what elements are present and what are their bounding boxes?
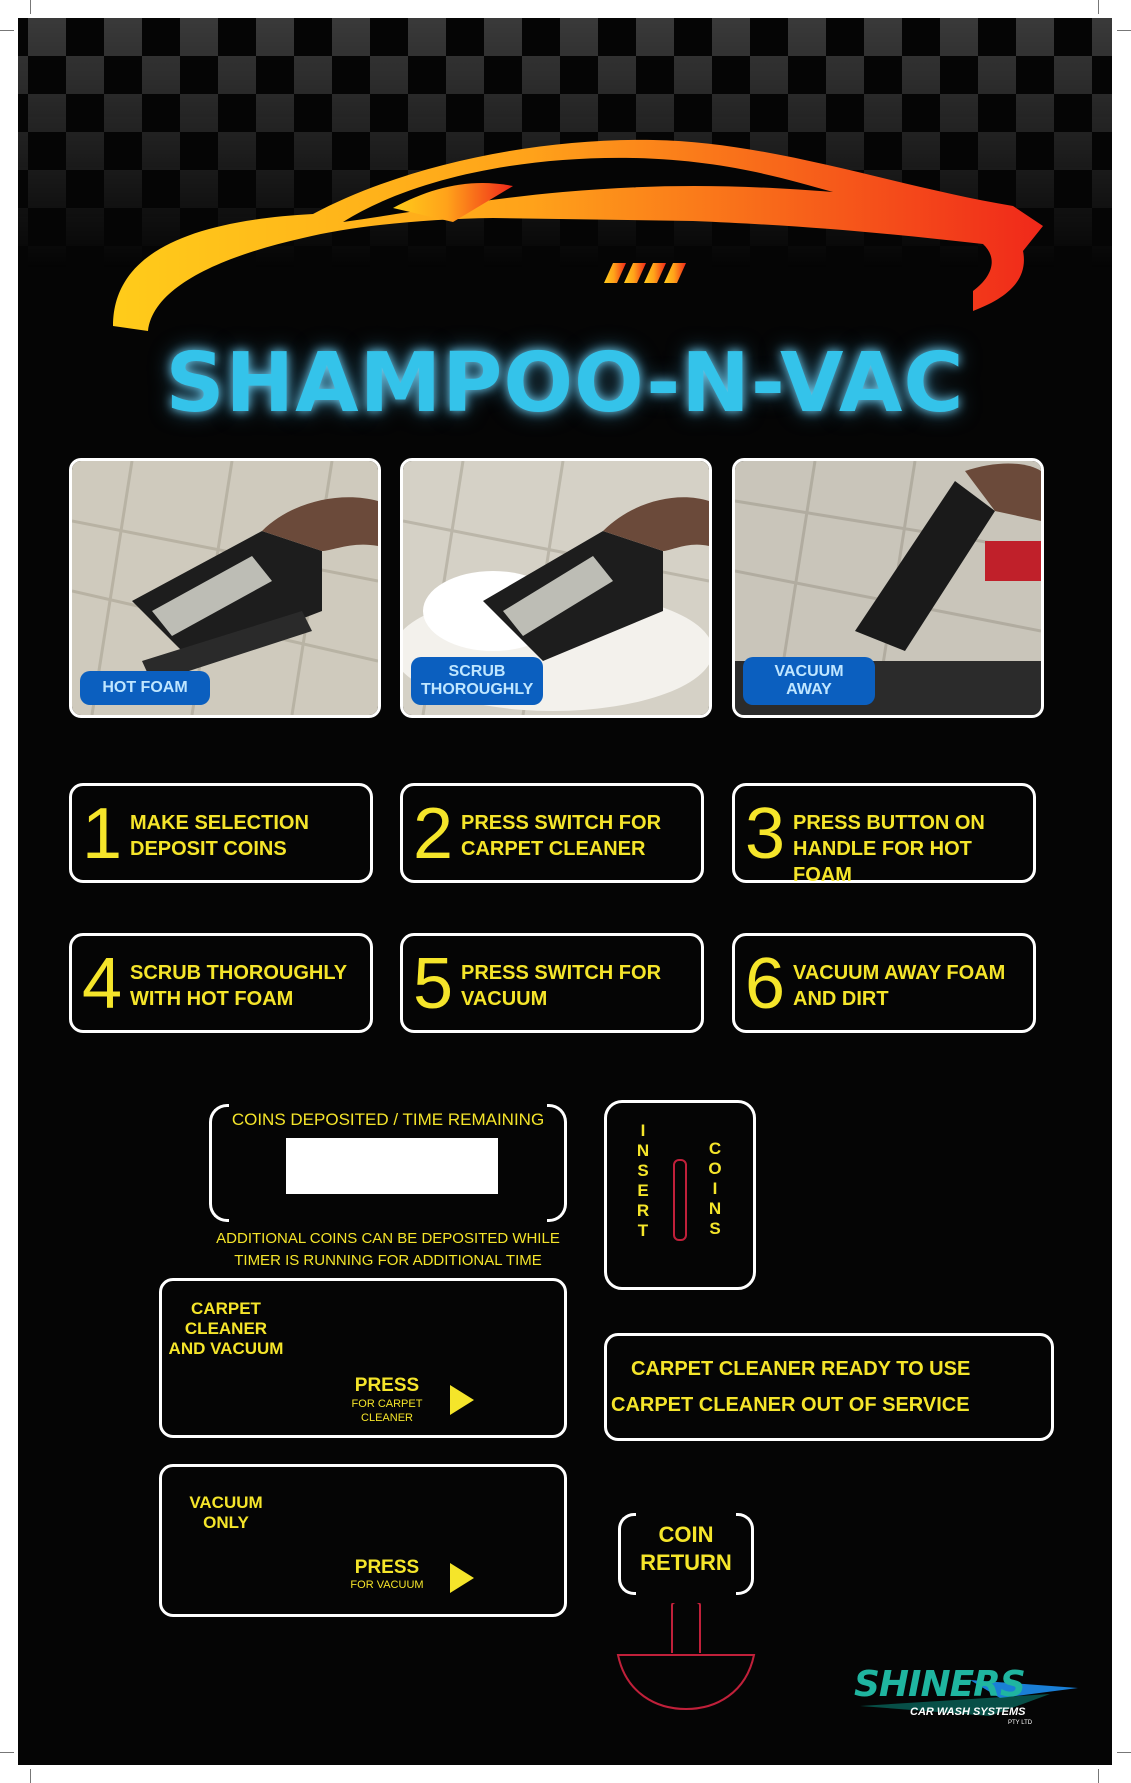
display-note: ADDITIONAL COINS CAN BE DEPOSITED WHILE TIMER IS RUNNING FOR ADDITIONAL TIME (216, 1230, 560, 1269)
status-out-of-service: CARPET CLEANER OUT OF SERVICE (611, 1394, 970, 1416)
shiners-logo (850, 1658, 1090, 1738)
step-text: MAKE SELECTION DEPOSIT COINS (130, 812, 309, 860)
brand-subtitle: CAR WASH SYSTEMS (910, 1706, 1026, 1718)
instruction-panel (18, 18, 1112, 1765)
crop-mark (1098, 0, 1099, 14)
play-arrow-icon (450, 1385, 474, 1415)
status-ready: CARPET CLEANER READY TO USE (631, 1358, 971, 1380)
step-text: SCRUB THOROUGHLY WITH HOT FOAM (130, 962, 348, 1010)
crop-mark (0, 30, 14, 31)
status-panel (604, 1333, 1054, 1441)
crop-mark (1117, 1752, 1131, 1753)
step-number: 5 (413, 944, 454, 1024)
page-title: SHAMPOO-N-VAC (165, 336, 965, 431)
step-text: PRESS SWITCH FOR CARPET CLEANER (461, 812, 662, 860)
coin-time-display (286, 1138, 498, 1194)
step-number: 2 (413, 794, 454, 874)
coin-slot-panel (604, 1100, 756, 1290)
crop-mark (1117, 30, 1131, 31)
crop-mark (30, 0, 31, 14)
crop-mark (1098, 1769, 1099, 1783)
coin-return-tray-icon[interactable] (616, 1603, 756, 1713)
carpet-cleaner-button[interactable] (448, 1383, 476, 1417)
photo-hot-foam (69, 458, 381, 718)
vacuum-only-option (159, 1464, 567, 1617)
step-5 (400, 933, 704, 1033)
step-text: PRESS BUTTON ON HANDLE FOR HOT FOAM (793, 812, 985, 886)
step-text: PRESS SWITCH FOR VACUUM (461, 962, 662, 1010)
step-number: 6 (745, 944, 786, 1024)
insert-label: INSERT (636, 1121, 650, 1240)
crop-mark (30, 1769, 31, 1783)
photo-label-hot-foam: HOT FOAM (80, 671, 210, 705)
photo-vacuum (732, 458, 1044, 718)
coin-return-label: COIN RETURN (640, 1522, 732, 1575)
option-title: CARPET CLEANER AND VACUUM (168, 1299, 284, 1358)
photo-label-vacuum: VACUUM AWAY (743, 657, 875, 705)
step-number: 4 (82, 944, 123, 1024)
step-2 (400, 783, 704, 883)
step-text: VACUUM AWAY FOAM AND DIRT (793, 962, 1006, 1010)
photo-scrub (400, 458, 712, 718)
press-label: PRESS (354, 1557, 420, 1578)
press-label: PRESS (354, 1375, 420, 1396)
coins-label: COINS (708, 1139, 722, 1238)
crop-mark (0, 1752, 14, 1753)
photo-label-scrub: SCRUB THOROUGHLY (411, 657, 543, 705)
press-sublabel: FOR VACUUM (350, 1579, 424, 1591)
step-1 (69, 783, 373, 883)
step-number: 1 (82, 794, 123, 874)
vacuum-button[interactable] (448, 1561, 476, 1595)
display-header: COINS DEPOSITED / TIME REMAINING (231, 1110, 545, 1129)
coin-slot[interactable] (673, 1159, 687, 1241)
step-3 (732, 783, 1036, 886)
brand-name: SHINERS (854, 1664, 1025, 1705)
step-number: 3 (745, 794, 786, 874)
press-sublabel: FOR CARPET CLEANER (351, 1398, 423, 1424)
step-4 (69, 933, 373, 1033)
step-6 (732, 933, 1036, 1033)
play-arrow-icon (450, 1563, 474, 1593)
brand-tiny: PTY LTD (1008, 1720, 1033, 1726)
option-title: VACUUM ONLY (189, 1493, 263, 1532)
carpet-cleaner-option (159, 1278, 567, 1438)
